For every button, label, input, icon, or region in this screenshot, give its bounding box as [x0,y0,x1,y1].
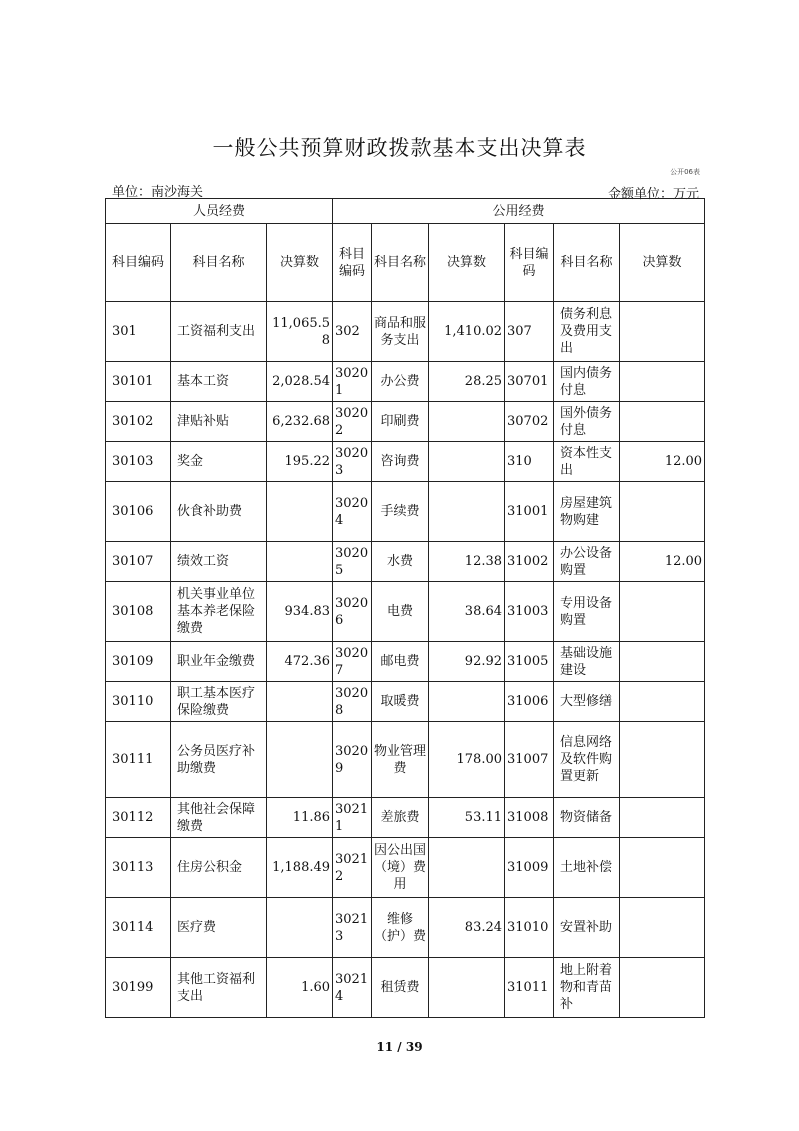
table-row [106,642,705,682]
cell-name: 津贴补贴 [171,402,267,442]
cell-code: 30208 [333,682,372,722]
cell-name: 信息网络及软件购置更新 [554,722,620,798]
cell-name: 物业管理费 [372,722,429,798]
table-row [106,682,705,722]
cell-amount [620,722,705,798]
cell-code: 30207 [333,642,372,682]
table-row [106,362,705,402]
cell-code: 30103 [106,442,171,482]
cell-code: 301 [106,302,171,362]
col-amount-2: 决算数 [429,224,505,302]
cell-amount: 12.00 [620,442,705,482]
col-code-3: 科目编码 [505,224,554,302]
cell-amount [620,682,705,722]
cell-amount [620,798,705,838]
cell-code: 30702 [505,402,554,442]
cell-name: 医疗费 [171,898,267,958]
col-name-2: 科目名称 [372,224,429,302]
cell-name: 机关事业单位基本养老保险缴费 [171,582,267,642]
cell-amount: 934.83 [267,582,333,642]
cell-name: 职工基本医疗保险缴费 [171,682,267,722]
table-row [106,838,705,898]
cell-amount [620,642,705,682]
cell-name: 大型修缮 [554,682,620,722]
cell-amount [429,402,505,442]
col-name-1: 科目名称 [171,224,267,302]
cell-name: 债务利息及费用支出 [554,302,620,362]
cell-amount [620,402,705,442]
col-amount-3: 决算数 [620,224,705,302]
section-public: 公用经费 [333,199,705,224]
cell-amount [620,362,705,402]
cell-amount: 92.92 [429,642,505,682]
cell-code: 31003 [505,582,554,642]
col-amount-1: 决算数 [267,224,333,302]
cell-code: 30199 [106,958,171,1018]
cell-name: 租赁费 [372,958,429,1018]
cell-name: 其他社会保障缴费 [171,798,267,838]
table-row [106,582,705,642]
cell-name: 绩效工资 [171,542,267,582]
column-header-row [106,224,705,302]
cell-code: 30113 [106,838,171,898]
cell-amount [620,898,705,958]
table-row [106,542,705,582]
cell-code: 307 [505,302,554,362]
table-row [106,898,705,958]
cell-name: 邮电费 [372,642,429,682]
cell-name: 基本工资 [171,362,267,402]
cell-code: 30102 [106,402,171,442]
cell-amount [620,482,705,542]
cell-code: 30202 [333,402,372,442]
cell-amount: 178.00 [429,722,505,798]
cell-code: 302 [333,302,372,362]
cell-code: 30109 [106,642,171,682]
cell-code: 31011 [505,958,554,1018]
cell-name: 资本性支出 [554,442,620,482]
table-row [106,482,705,542]
table-row [106,798,705,838]
cell-amount: 195.22 [267,442,333,482]
cell-amount [429,682,505,722]
cell-code: 30211 [333,798,372,838]
cell-code: 31001 [505,482,554,542]
cell-name: 取暖费 [372,682,429,722]
cell-amount [620,302,705,362]
cell-code: 30107 [106,542,171,582]
unit-label: 单位：南沙海关 [112,185,204,200]
cell-amount [620,582,705,642]
col-code-1: 科目编码 [106,224,171,302]
cell-name: 住房公积金 [171,838,267,898]
cell-name: 电费 [372,582,429,642]
cell-amount [267,542,333,582]
cell-code: 30108 [106,582,171,642]
table-row [106,402,705,442]
page-number: 11 / 39 [376,1040,423,1054]
cell-name: 差旅费 [372,798,429,838]
cell-code: 31009 [505,838,554,898]
cell-code: 30110 [106,682,171,722]
cell-name: 维修（护）费 [372,898,429,958]
cell-amount: 1,410.02 [429,302,505,362]
cell-code: 30214 [333,958,372,1018]
cell-code: 31005 [505,642,554,682]
cell-name: 商品和服务支出 [372,302,429,362]
cell-code: 31008 [505,798,554,838]
cell-code: 30209 [333,722,372,798]
cell-name: 专用设备购置 [554,582,620,642]
form-number: 公开06表 [670,168,700,176]
cell-amount [429,442,505,482]
cell-amount: 83.24 [429,898,505,958]
cell-name: 因公出国（境）费用 [372,838,429,898]
cell-amount: 28.25 [429,362,505,402]
cell-code: 30201 [333,362,372,402]
cell-amount [620,958,705,1018]
cell-code: 31006 [505,682,554,722]
cell-amount: 12.38 [429,542,505,582]
cell-name: 公务员医疗补助缴费 [171,722,267,798]
cell-name: 印刷费 [372,402,429,442]
cell-name: 其他工资福利支出 [171,958,267,1018]
cell-amount [267,482,333,542]
cell-amount: 38.64 [429,582,505,642]
cell-code: 31002 [505,542,554,582]
cell-name: 土地补偿 [554,838,620,898]
cell-code: 31010 [505,898,554,958]
cell-name: 奖金 [171,442,267,482]
cell-name: 办公设备购置 [554,542,620,582]
cell-name: 职业年金缴费 [171,642,267,682]
cell-name: 办公费 [372,362,429,402]
cell-amount: 2,028.54 [267,362,333,402]
page-title: 一般公共预算财政拨款基本支出决算表 [212,136,587,160]
col-name-3: 科目名称 [554,224,620,302]
cell-amount [267,898,333,958]
cell-name: 水费 [372,542,429,582]
cell-code: 30203 [333,442,372,482]
cell-amount [620,838,705,898]
cell-code: 30205 [333,542,372,582]
section-personnel: 人员经费 [106,199,333,224]
cell-code: 30701 [505,362,554,402]
cell-amount [429,958,505,1018]
table-row [106,722,705,798]
cell-code: 30101 [106,362,171,402]
cell-amount: 1.60 [267,958,333,1018]
cell-code: 30204 [333,482,372,542]
cell-name: 物资储备 [554,798,620,838]
cell-amount: 6,232.68 [267,402,333,442]
table-row [106,442,705,482]
section-header-row [106,199,705,224]
cell-amount: 11.86 [267,798,333,838]
cell-code: 30213 [333,898,372,958]
cell-amount: 1,188.49 [267,838,333,898]
cell-name: 国内债务付息 [554,362,620,402]
cell-amount: 53.11 [429,798,505,838]
cell-name: 手续费 [372,482,429,542]
cell-amount: 11,065.58 [267,302,333,362]
cell-name: 地上附着物和青苗补 [554,958,620,1018]
cell-code: 30112 [106,798,171,838]
cell-code: 310 [505,442,554,482]
cell-amount [267,722,333,798]
cell-name: 咨询费 [372,442,429,482]
table-row [106,302,705,362]
cell-name: 国外债务付息 [554,402,620,442]
cell-name: 房屋建筑物购建 [554,482,620,542]
cell-name: 安置补助 [554,898,620,958]
cell-name: 工资福利支出 [171,302,267,362]
expenditure-table [105,198,705,1018]
cell-amount [267,682,333,722]
cell-name: 伙食补助费 [171,482,267,542]
col-code-2: 科目编码 [333,224,372,302]
cell-code: 30106 [106,482,171,542]
cell-amount [429,838,505,898]
cell-amount [429,482,505,542]
cell-code: 30114 [106,898,171,958]
amount-unit-label: 金额单位：万元 [607,187,699,202]
cell-name: 基础设施建设 [554,642,620,682]
cell-code: 30212 [333,838,372,898]
cell-code: 30206 [333,582,372,642]
table-row [106,958,705,1018]
cell-amount: 472.36 [267,642,333,682]
cell-code: 31007 [505,722,554,798]
cell-code: 30111 [106,722,171,798]
cell-amount: 12.00 [620,542,705,582]
